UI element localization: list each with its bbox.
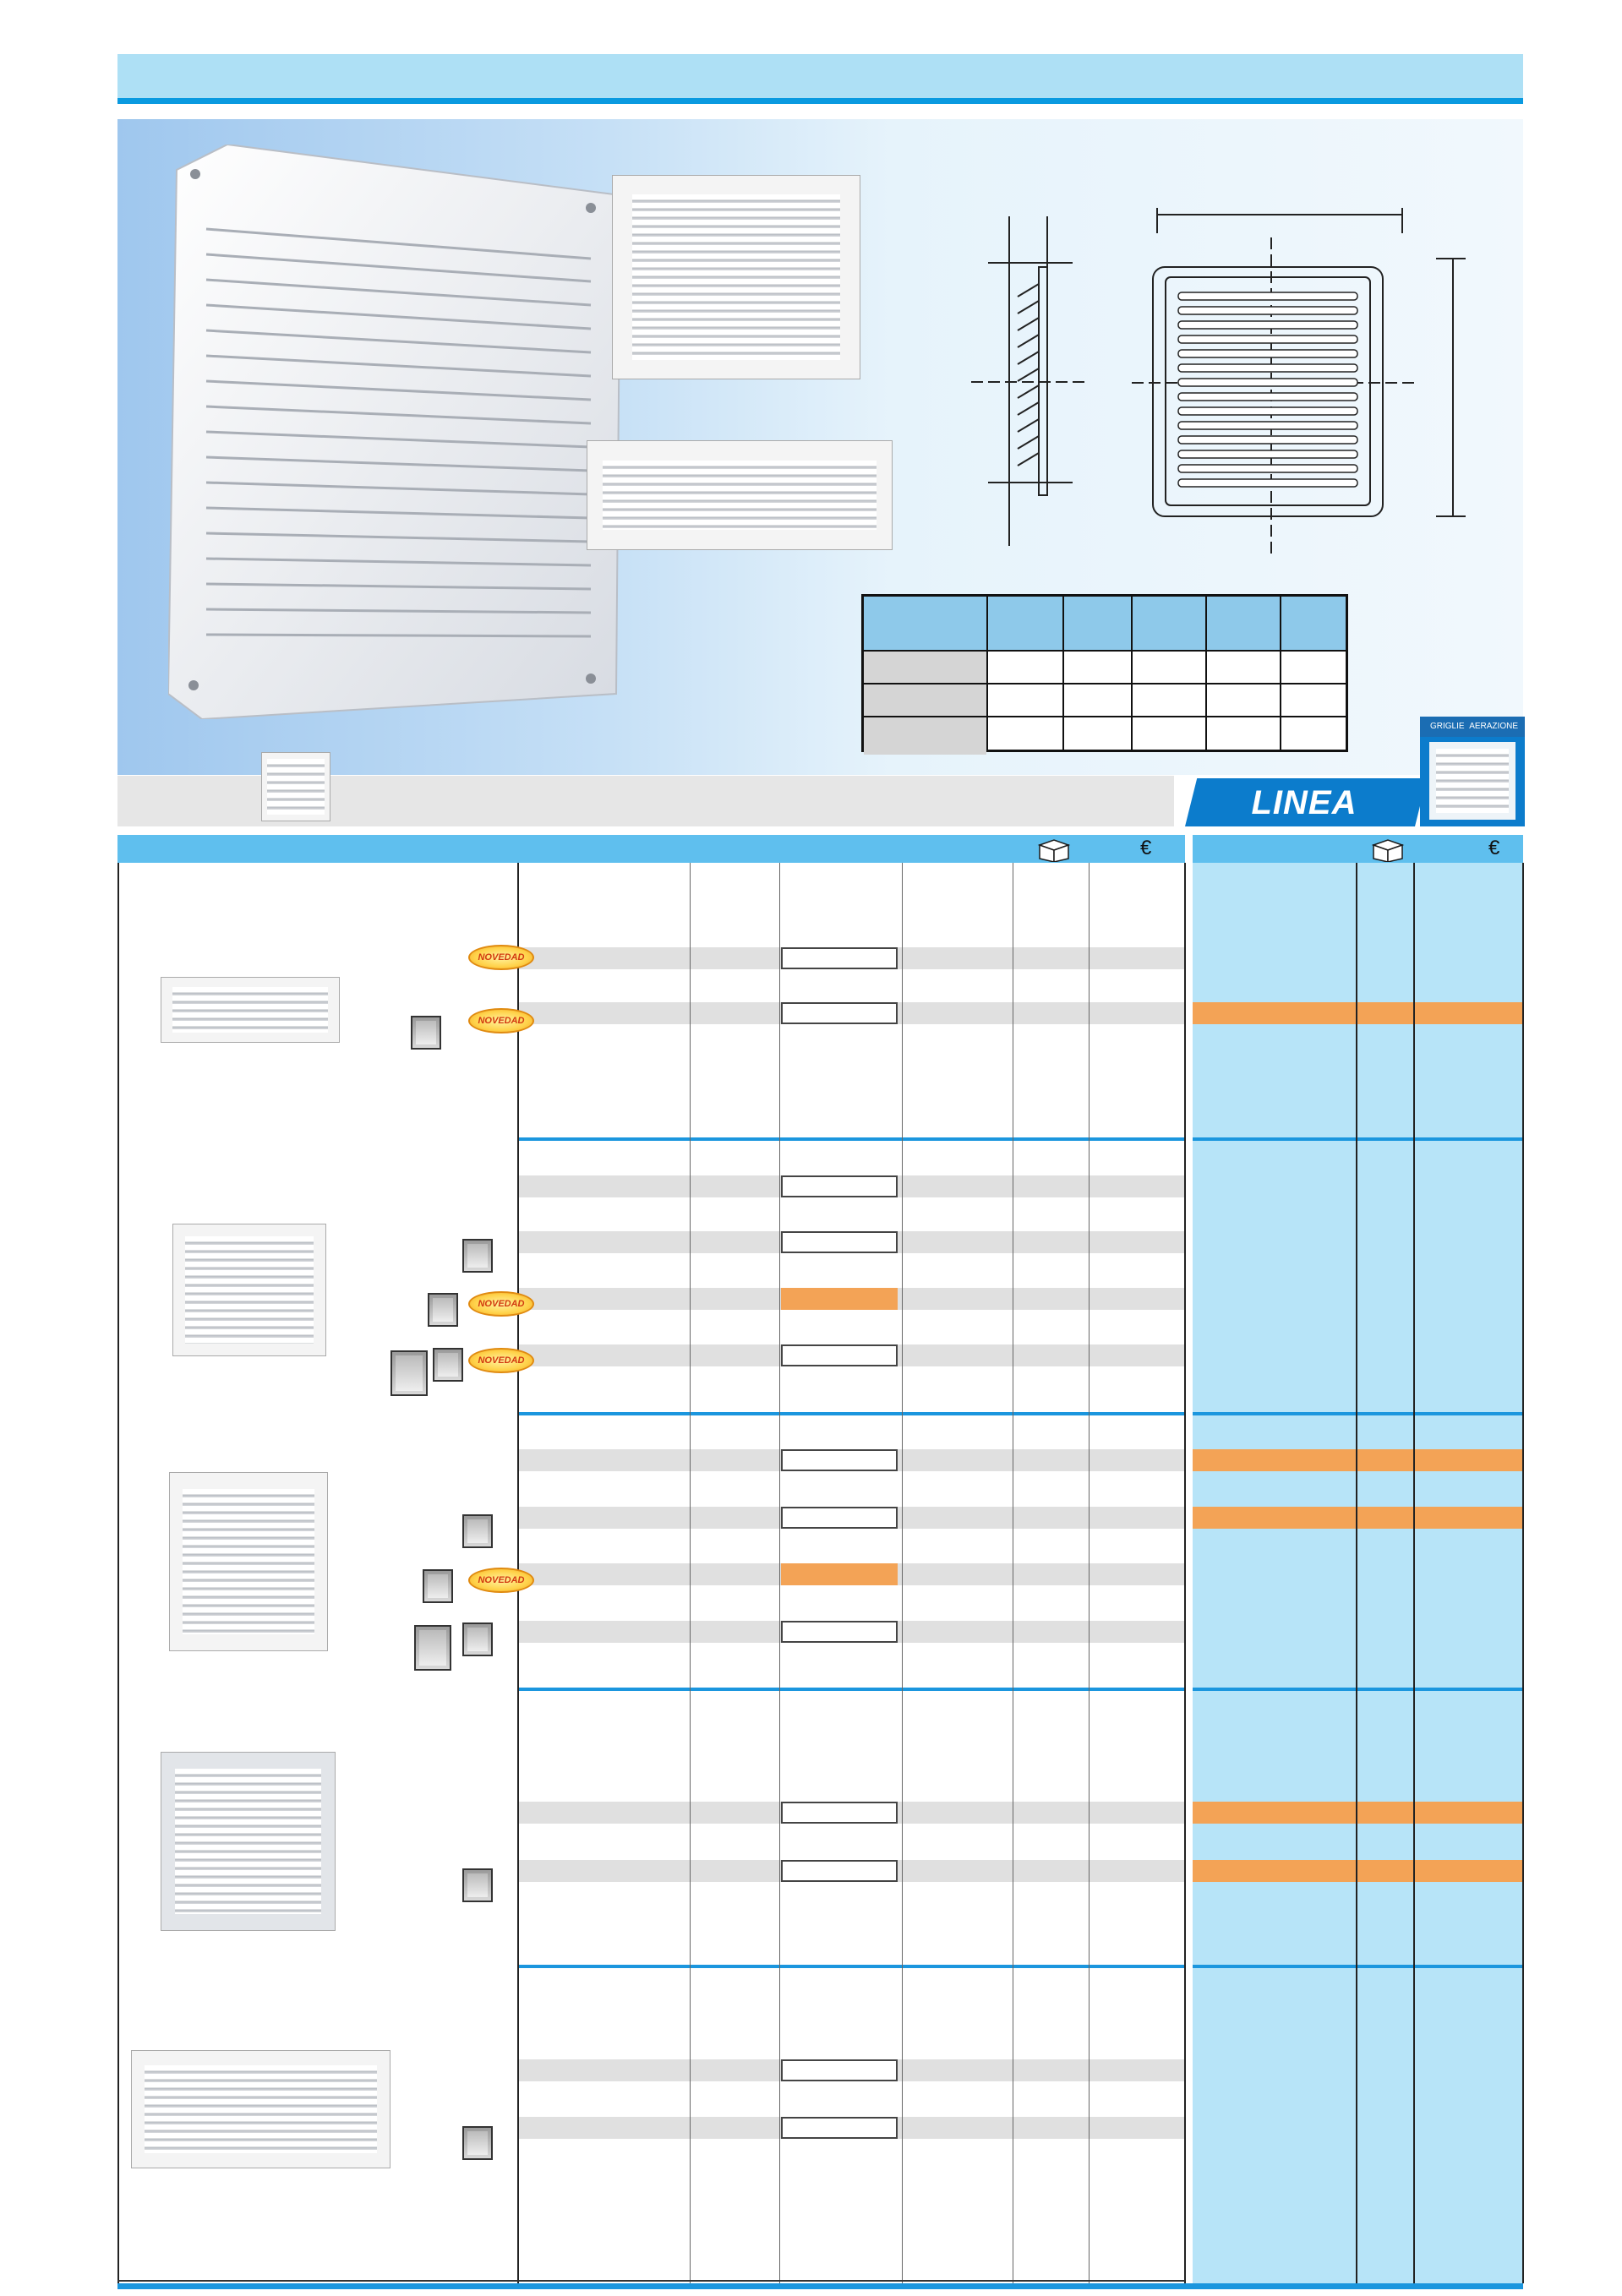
blister-panel — [1193, 863, 1523, 2285]
novedad-badge: NOVEDAD — [468, 1008, 534, 1033]
variant-thumbnail — [428, 1293, 458, 1327]
code-box — [781, 2117, 898, 2139]
group-separator — [1193, 1965, 1523, 1968]
header-separator — [1185, 835, 1193, 863]
blister-pack-label-left: GRIGLIE — [1430, 722, 1465, 731]
blister-column-divider — [1413, 863, 1415, 2283]
code-box — [781, 1802, 898, 1824]
code-box — [781, 1449, 898, 1471]
blister-row-highlight — [1193, 1507, 1523, 1529]
variant-thumbnail — [390, 1350, 428, 1396]
euro-icon: € — [1140, 837, 1152, 859]
table-border — [117, 863, 119, 2283]
code-box-highlight — [781, 1288, 898, 1310]
novedad-badge: NOVEDAD — [468, 1348, 534, 1373]
group-separator — [517, 1412, 1185, 1415]
table-bottom-rule — [117, 2280, 1185, 2282]
front-view-drawing — [1132, 208, 1470, 563]
group-separator — [1193, 1412, 1523, 1415]
blister-row-highlight — [1193, 1802, 1523, 1824]
code-box — [781, 1002, 898, 1024]
group-separator — [517, 1965, 1185, 1968]
code-box — [781, 1860, 898, 1882]
variant-thumbnail — [433, 1348, 463, 1382]
table-border — [1522, 863, 1524, 2283]
variant-thumbnail — [462, 2126, 493, 2160]
product-photo — [172, 1224, 326, 1356]
blister-row-highlight — [1193, 1860, 1523, 1882]
column-divider — [1184, 863, 1186, 2283]
variant-thumbnail — [462, 1239, 493, 1273]
top-header-band — [117, 54, 1523, 98]
medium-grille-photo — [612, 175, 860, 379]
product-table-header — [117, 835, 1185, 863]
group-separator — [1193, 1137, 1523, 1141]
code-box — [781, 1621, 898, 1643]
side-profile-drawing — [971, 216, 1090, 546]
novedad-badge: NOVEDAD — [468, 1291, 534, 1317]
group-separator — [1193, 1688, 1523, 1691]
blister-row-highlight — [1193, 1449, 1523, 1471]
box-icon — [1035, 837, 1073, 862]
column-divider — [779, 863, 780, 2283]
product-photo — [131, 2050, 390, 2168]
code-box — [781, 1507, 898, 1529]
rectangular-grille-photo — [587, 440, 893, 550]
blister-column-divider — [1356, 863, 1357, 2283]
group-separator — [517, 1688, 1185, 1691]
dimension-table-header — [864, 597, 1346, 650]
product-photo — [161, 977, 340, 1043]
blister-table-header — [1193, 835, 1523, 863]
variant-thumbnail — [411, 1016, 441, 1050]
code-box — [781, 1175, 898, 1197]
dimension-table-labels — [864, 650, 986, 755]
blister-euro-icon: € — [1488, 837, 1500, 859]
product-photo — [161, 1752, 336, 1931]
product-photo — [169, 1472, 328, 1651]
top-header-rule — [117, 98, 1523, 104]
column-divider — [690, 863, 691, 2283]
code-box — [781, 1231, 898, 1253]
large-grille-photo — [168, 145, 633, 719]
variant-thumbnail — [462, 1622, 493, 1656]
variant-thumbnail — [414, 1625, 451, 1671]
section-thumbnail — [261, 752, 330, 821]
blister-box-icon — [1368, 837, 1407, 862]
code-box — [781, 2059, 898, 2081]
dimension-table — [861, 594, 1348, 752]
blister-pack-header — [1420, 717, 1525, 737]
blister-pack-image — [1420, 717, 1525, 826]
blister-row-highlight — [1193, 1002, 1523, 1024]
column-divider — [1089, 863, 1090, 2283]
variant-thumbnail — [462, 1868, 493, 1902]
group-separator — [517, 1137, 1185, 1141]
variant-thumbnail — [462, 1514, 493, 1548]
section-banner — [117, 776, 1174, 826]
column-divider — [902, 863, 903, 2283]
blister-pack-label-right: AERAZIONE — [1469, 722, 1518, 731]
linea-blister-title: LINEA — [1251, 784, 1357, 821]
code-box-highlight — [781, 1563, 898, 1585]
code-box — [781, 947, 898, 969]
novedad-badge: NOVEDAD — [468, 1568, 534, 1593]
footer-rule — [117, 2283, 1523, 2289]
code-box — [781, 1344, 898, 1366]
variant-thumbnail — [423, 1569, 453, 1603]
novedad-badge: NOVEDAD — [468, 945, 534, 970]
